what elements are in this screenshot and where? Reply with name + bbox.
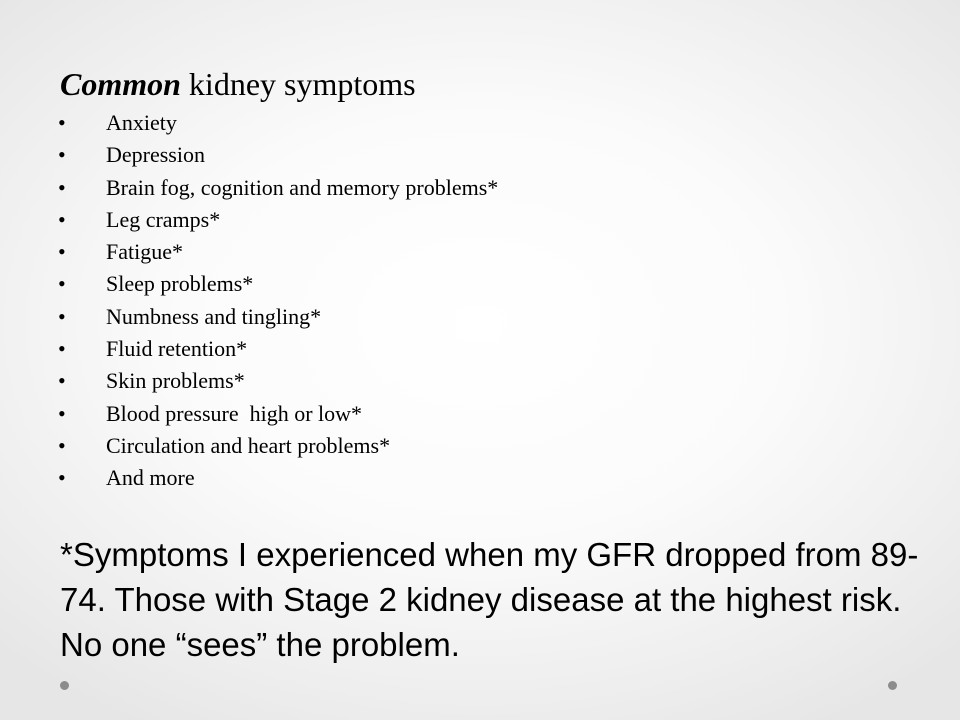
list-item-text: Brain fog, cognition and memory problems* xyxy=(106,174,499,200)
bullet-icon: • xyxy=(58,174,66,200)
bullet-icon: • xyxy=(58,206,66,232)
footnote-paragraph: *Symptoms I experienced when my GFR dropped from 89-74. Those with Stage 2 kidney disease at the highest risk. No one “sees” the problem. xyxy=(60,536,919,663)
bullet-icon: • xyxy=(58,303,66,329)
list-item-text: Circulation and heart problems* xyxy=(106,432,391,458)
decorative-dot-left xyxy=(60,681,69,690)
bullet-icon: • xyxy=(58,336,66,362)
list-item-text: Numbness and tingling* xyxy=(106,303,322,329)
bullet-icon: • xyxy=(58,239,66,265)
bullet-icon: • xyxy=(58,432,66,458)
list-item-text: Blood pressure high or low* xyxy=(106,400,363,426)
bullet-icon: • xyxy=(58,110,66,135)
list-item-text: Leg cramps* xyxy=(106,206,221,232)
list-item-text: Fatigue* xyxy=(106,239,183,265)
bullet-icon: • xyxy=(58,271,66,297)
list-item-text: Sleep problems* xyxy=(106,271,254,297)
slide-title xyxy=(60,64,416,104)
list-item-text: Anxiety xyxy=(106,110,177,135)
list-item-text: Fluid retention* xyxy=(106,336,248,362)
bullet-icon: • xyxy=(58,142,66,168)
slide-title-rest: kidney symptoms xyxy=(180,66,416,102)
bullet-icon: • xyxy=(58,465,66,491)
list-item-text: Skin problems* xyxy=(106,368,245,394)
bullet-icon: • xyxy=(58,368,66,394)
list-item-text: And more xyxy=(106,465,195,491)
decorative-dot-right xyxy=(888,681,897,690)
slide-title-emphasis: Common xyxy=(60,66,181,102)
bullet-icon: • xyxy=(58,400,66,426)
list-item-text: Depression xyxy=(106,142,205,168)
